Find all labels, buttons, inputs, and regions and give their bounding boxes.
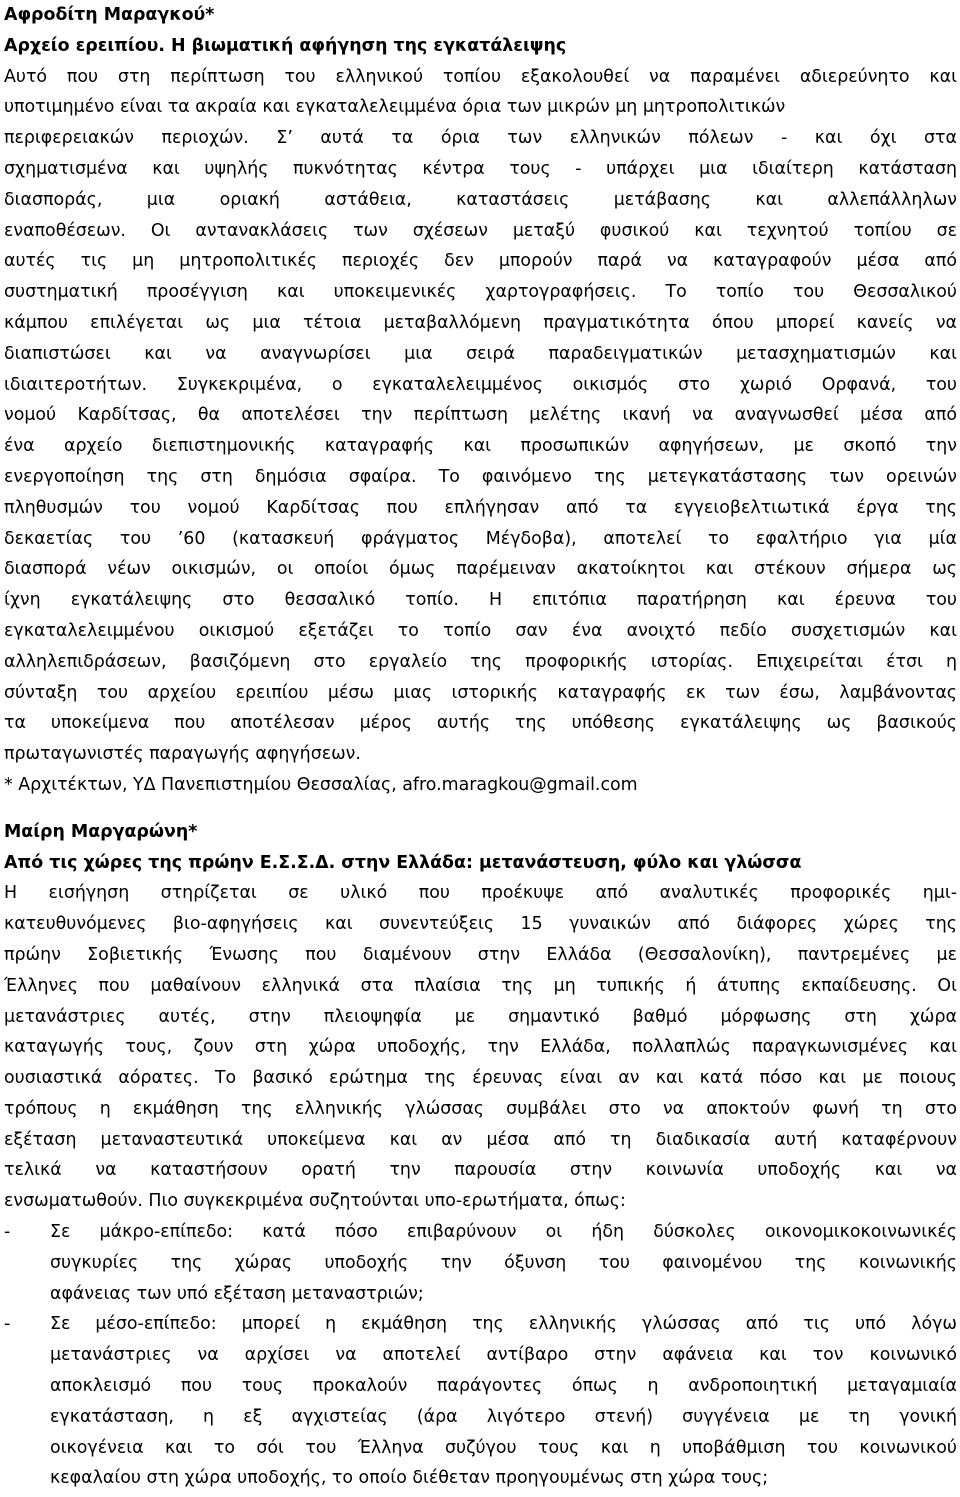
paragraph-line: Έλληνες που μαθαίνουν ελληνικά στα πλαίσια της μη τυπικής ή άτυπης εκπαίδευσης. Οι [4,975,957,996]
paragraph-line: εναποθέσεων. Οι αντανακλάσεις των σχέσεων μεταξύ φυσικού και τεχνητού τοπίου σε [4,220,957,241]
section1-body [4,62,957,770]
paragraph-line: τρόπους η εκμάθηση της ελληνικής γλώσσας συμβάλει στο να αποκτούν φωνή τη στο [4,1098,957,1119]
section2-title: Από τις χώρες της πρώην Ε.Σ.Σ.Δ. στην Ελλάδα: μετανάστευση, φύλο και γλώσσα [4,852,802,873]
paragraph-line: διασπορά νέων οικισμών, οι οποίοι όμως παρέμειναν ακατοίκητοι και στέκουν σήμερα ως [4,559,957,580]
paragraph-line: ενεργοποίηση της στη δημόσια σφαίρα. Το φαινόμενο της μετεγκατάστασης των ορεινών [4,466,957,487]
paragraph-line: διαπιστώσει και να αναγνωρίσει μια σειρά παραδειγματικών μετασχηματισμών και [4,343,957,364]
paragraph-line: Η εισήγηση στηρίζεται σε υλικό που προέκυψε από αναλυτικές προφορικές ημι- [4,883,957,904]
paragraph-line: νομού Καρδίτσας, θα αποτελέσει την περίπτωση μελέτης ικανή να αναγνωσθεί μέσα από [4,405,957,426]
paragraph-line: περιφερειακών περιοχών. Σ’ αυτά τα όρια των ελληνικών πόλεων - και όχι στα [4,128,957,149]
bullet-item [4,1217,957,1309]
bullet-line: κεφαλαίου στη χώρα υποδοχής, το οποίο διέθεταν προηγουμένως στη χώρα τους; [50,1468,769,1489]
bullet-list [4,1217,957,1494]
paragraph-line: ίχνη εγκατάλειψης στο θεσσαλικό τοπίο. Η επιτόπια παρατήρηση και έρευνα του [4,590,957,611]
paragraph-line: ιδιαιτεροτήτων. Συγκεκριμένα, ο εγκαταλελειμμένος οικισμός στο χωριό Ορφανά, του [4,374,957,395]
paragraph-line: υποτιμημένο είναι τα ακραία και εγκαταλελειμμένα όρια των μικρών μη μητροπολιτικών [4,97,786,118]
paragraph-line: τελικά να καταστήσουν ορατή την παρουσία στην κοινωνία υποδοχής και να [4,1160,957,1181]
bullet-line: μετανάστριες να αρχίσει να αποτελεί αντίβαρο στην αφάνεια και τον κοινωνικό [50,1345,957,1366]
bullet-dash: - [4,1314,11,1335]
section1-title: Αρχείο ερειπίου. Η βιωματική αφήγηση της εγκατάλειψης [4,35,567,56]
bullet-line: Σε μέσο-επίπεδο: μπορεί η εκμάθηση της ελληνικής γλώσσας από τις υπό λόγω [50,1314,957,1335]
section2-body [4,878,957,1217]
paragraph-line: Αυτό που στη περίπτωση του ελληνικού τοπίου εξακολουθεί να παραμένει αδιερεύνητο και [4,66,957,87]
bullet-line: συγκυρίες της χώρας υποδοχής την όξυνση του φαινομένου της κοινωνικής [50,1252,957,1273]
bullet-line: εγκατάσταση, η εξ αγχιστείας (άρα λιγότερο στενή) συγγένεια με τη γονική [50,1406,957,1427]
section-divider [4,801,957,817]
paragraph-line: πρωταγωνιστές παραγωγής αφηγήσεων. [4,744,361,765]
section1-author: Αφροδίτη Μαραγκού* [4,5,215,25]
paragraph-line: δεκαετίας του ’60 (κατασκευή φράγματος Μέγδοβα), αποτελεί το εφαλτήριο για μία [4,528,957,549]
paragraph-line: ενσωματωθούν. Πιο συγκεκριμένα συζητούνται υπο-ερωτήματα, όπως: [4,1191,626,1212]
paragraph-line: εγκαταλελειμμένου οικισμού εξετάζει το τοπίο σαν ένα ανοιχτό πεδίο συσχετισμών και [4,620,957,641]
bullet-line: Σε μάκρο-επίπεδο: κατά πόσο επιβαρύνουν οι ήδη δύσκολες οικονομικοκοινωνικές [50,1222,957,1243]
bullet-line: αφάνειας των υπό εξέταση μεταναστριών; [50,1283,424,1304]
paragraph-line: σχηματισμένα και υψηλής πυκνότητας κέντρα τους - υπάρχει μια ιδιαίτερη κατάσταση [4,158,957,179]
paragraph-line: καταγωγής τους, ζουν στη χώρα υποδοχής, την Ελλάδα, πολλαπλώς παραγκωνισμένες και [4,1037,957,1058]
paragraph-line: μετανάστριες αυτές, στην πλειοψηφία με σημαντικό βαθμό μόρφωσης στη χώρα [4,1006,957,1027]
bullet-line: οικογένεια και το σόι του Έλληνα συζύγου τους και η υποβάθμιση του κοινωνικού [50,1437,957,1458]
paragraph-line: πληθυσμών του νομού Καρδίτσας που επλήγησαν από τα εγγειοβελτιωτικά έργα της [4,497,957,518]
paragraph-line: εξέταση μεταναστευτικά υποκείμενα και αν μέσα από τη διαδικασία αυτή καταφέρνουν [4,1129,957,1150]
paragraph-line: τα υποκείμενα που αποτέλεσαν μέρος αυτής της υπόθεσης εγκατάλειψης ως βασικούς [4,713,957,734]
paragraph-line: πρώην Σοβιετικής Ένωσης που διαμένουν στην Ελλάδα (Θεσσαλονίκη), παντρεμένες με [4,944,957,965]
paragraph-line: σύνταξη του αρχείου ερειπίου μέσω μιας ιστορικής καταγραφής εκ των έσω, λαμβάνοντας [4,682,957,703]
section1-footnote: * Αρχιτέκτων, ΥΔ Πανεπιστημίου Θεσσαλίας, afro.maragkou@gmail.com [4,774,638,795]
paragraph-line: συστηματική προσέγγιση και υποκειμενικές χαρτογραφήσεις. Το τοπίο του Θεσσαλικού [4,282,957,303]
paragraph-line: αλληλεπιδράσεων, βασιζόμενη στο εργαλείο της προφορικής ιστορίας. Επιχειρείται έτσι η [4,651,957,672]
paragraph-line: ένα αρχείο διεπιστημονικής καταγραφής και προσωπικών αφηγήσεων, με σκοπό την [4,436,957,457]
paragraph-line: κάμπου επιλέγεται ως μια τέτοια μεταβαλλόμενη πραγματικότητα όπου μπορεί κανείς να [4,312,957,333]
bullet-dash: - [4,1222,11,1243]
section2-author: Μαίρη Μαργαρώνη* [4,821,198,842]
paragraph-line: ουσιαστικά αόρατες. Το βασικό ερώτημα της έρευνας είναι αν και κατά πόσο και με ποιους [4,1068,957,1089]
paragraph-line: διασποράς, μια οριακή αστάθεια, καταστάσεις μετάβασης και αλλεπάλληλων [4,189,957,210]
paragraph-line: αυτές τις μη μητροπολιτικές περιοχές δεν μπορούν παρά να καταγραφούν μέσα από [4,251,957,272]
bullet-line: αποκλεισμό που τους προκαλούν παράγοντες όπως η ανδροποιητική μεταγαμιαία [50,1376,957,1397]
bullet-item [4,1309,957,1494]
paragraph-line: κατευθυνόμενες βιο-αφηγήσεις και συνεντεύξεις 15 γυναικών από διάφορες χώρες της [4,914,957,935]
